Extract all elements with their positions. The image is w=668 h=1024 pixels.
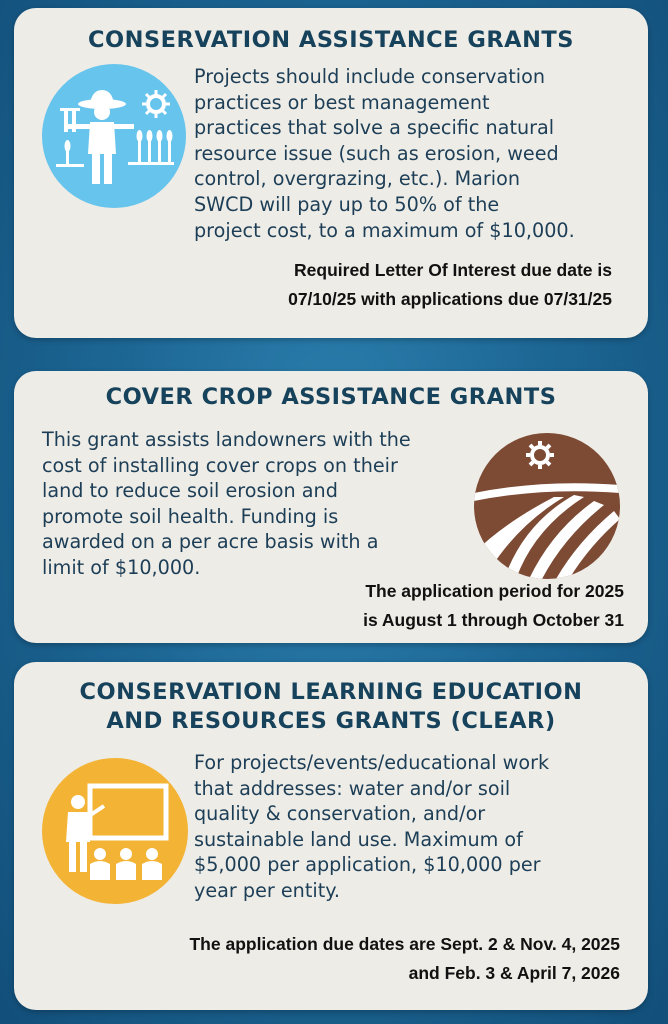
- description-line: control, overgrazing, etc.). Marion: [194, 167, 521, 191]
- field-sun-icon: [474, 433, 620, 579]
- description-line: promote soil health. Funding is: [42, 504, 339, 528]
- title-line: AND RESOURCES GRANTS (CLEAR): [106, 708, 556, 734]
- note-line: The application due dates are Sept. 2 & Nov. 4, 2025: [189, 934, 620, 954]
- card-title: CONSERVATION ASSISTANCE GRANTS: [88, 27, 574, 53]
- clear-grants-card: [14, 662, 648, 1010]
- card-title: COVER CROP ASSISTANCE GRANTS: [105, 384, 557, 410]
- note-line: The application period for 2025: [365, 581, 624, 601]
- description-line: project cost, to a maximum of $10,000.: [194, 218, 575, 242]
- description-line: SWCD will pay up to 50% of the: [194, 192, 500, 216]
- description-line: practices that solve a specific natural: [194, 116, 555, 140]
- note-line: Required Letter Of Interest due date is: [294, 260, 612, 280]
- description-line: awarded on a per acre basis with a: [42, 530, 379, 554]
- cover-crop-card: [14, 371, 648, 643]
- deadline-note: [363, 577, 624, 635]
- note-line: and Feb. 3 & April 7, 2026: [408, 963, 620, 983]
- description-line: quality & conservation, and/or: [194, 802, 486, 826]
- card-description: [194, 64, 575, 243]
- note-line: 07/10/25 with applications due 07/31/25: [288, 289, 612, 309]
- deadline-note: [288, 256, 612, 314]
- description-line: practices or best management: [194, 90, 490, 114]
- title-line: CONSERVATION LEARNING EDUCATION: [79, 679, 583, 705]
- description-line: Projects should include conservation: [194, 65, 546, 88]
- note-line: is August 1 through October 31: [363, 610, 624, 630]
- conservation-assistance-card: [14, 8, 648, 338]
- description-line: This grant assists landowners with the: [42, 428, 411, 451]
- teacher-classroom-icon: [42, 758, 188, 904]
- card-title: [14, 678, 648, 736]
- description-line: cost of installing cover crops on their: [42, 453, 398, 477]
- description-line: year per entity.: [194, 878, 340, 902]
- card-description: [42, 427, 411, 581]
- farmer-icon: [42, 64, 186, 208]
- description-line: that addresses: water and/or soil: [194, 776, 511, 800]
- description-line: resource issue (such as erosion, weed: [194, 141, 559, 165]
- description-line: For projects/events/educational work: [194, 751, 550, 774]
- deadline-note: [189, 930, 620, 988]
- description-line: limit of $10,000.: [42, 555, 201, 579]
- card-description: [194, 750, 549, 904]
- description-line: $5,000 per application, $10,000 per: [194, 853, 541, 877]
- description-line: sustainable land use. Maximum of: [194, 827, 523, 851]
- description-line: land to reduce soil erosion and: [42, 479, 338, 503]
